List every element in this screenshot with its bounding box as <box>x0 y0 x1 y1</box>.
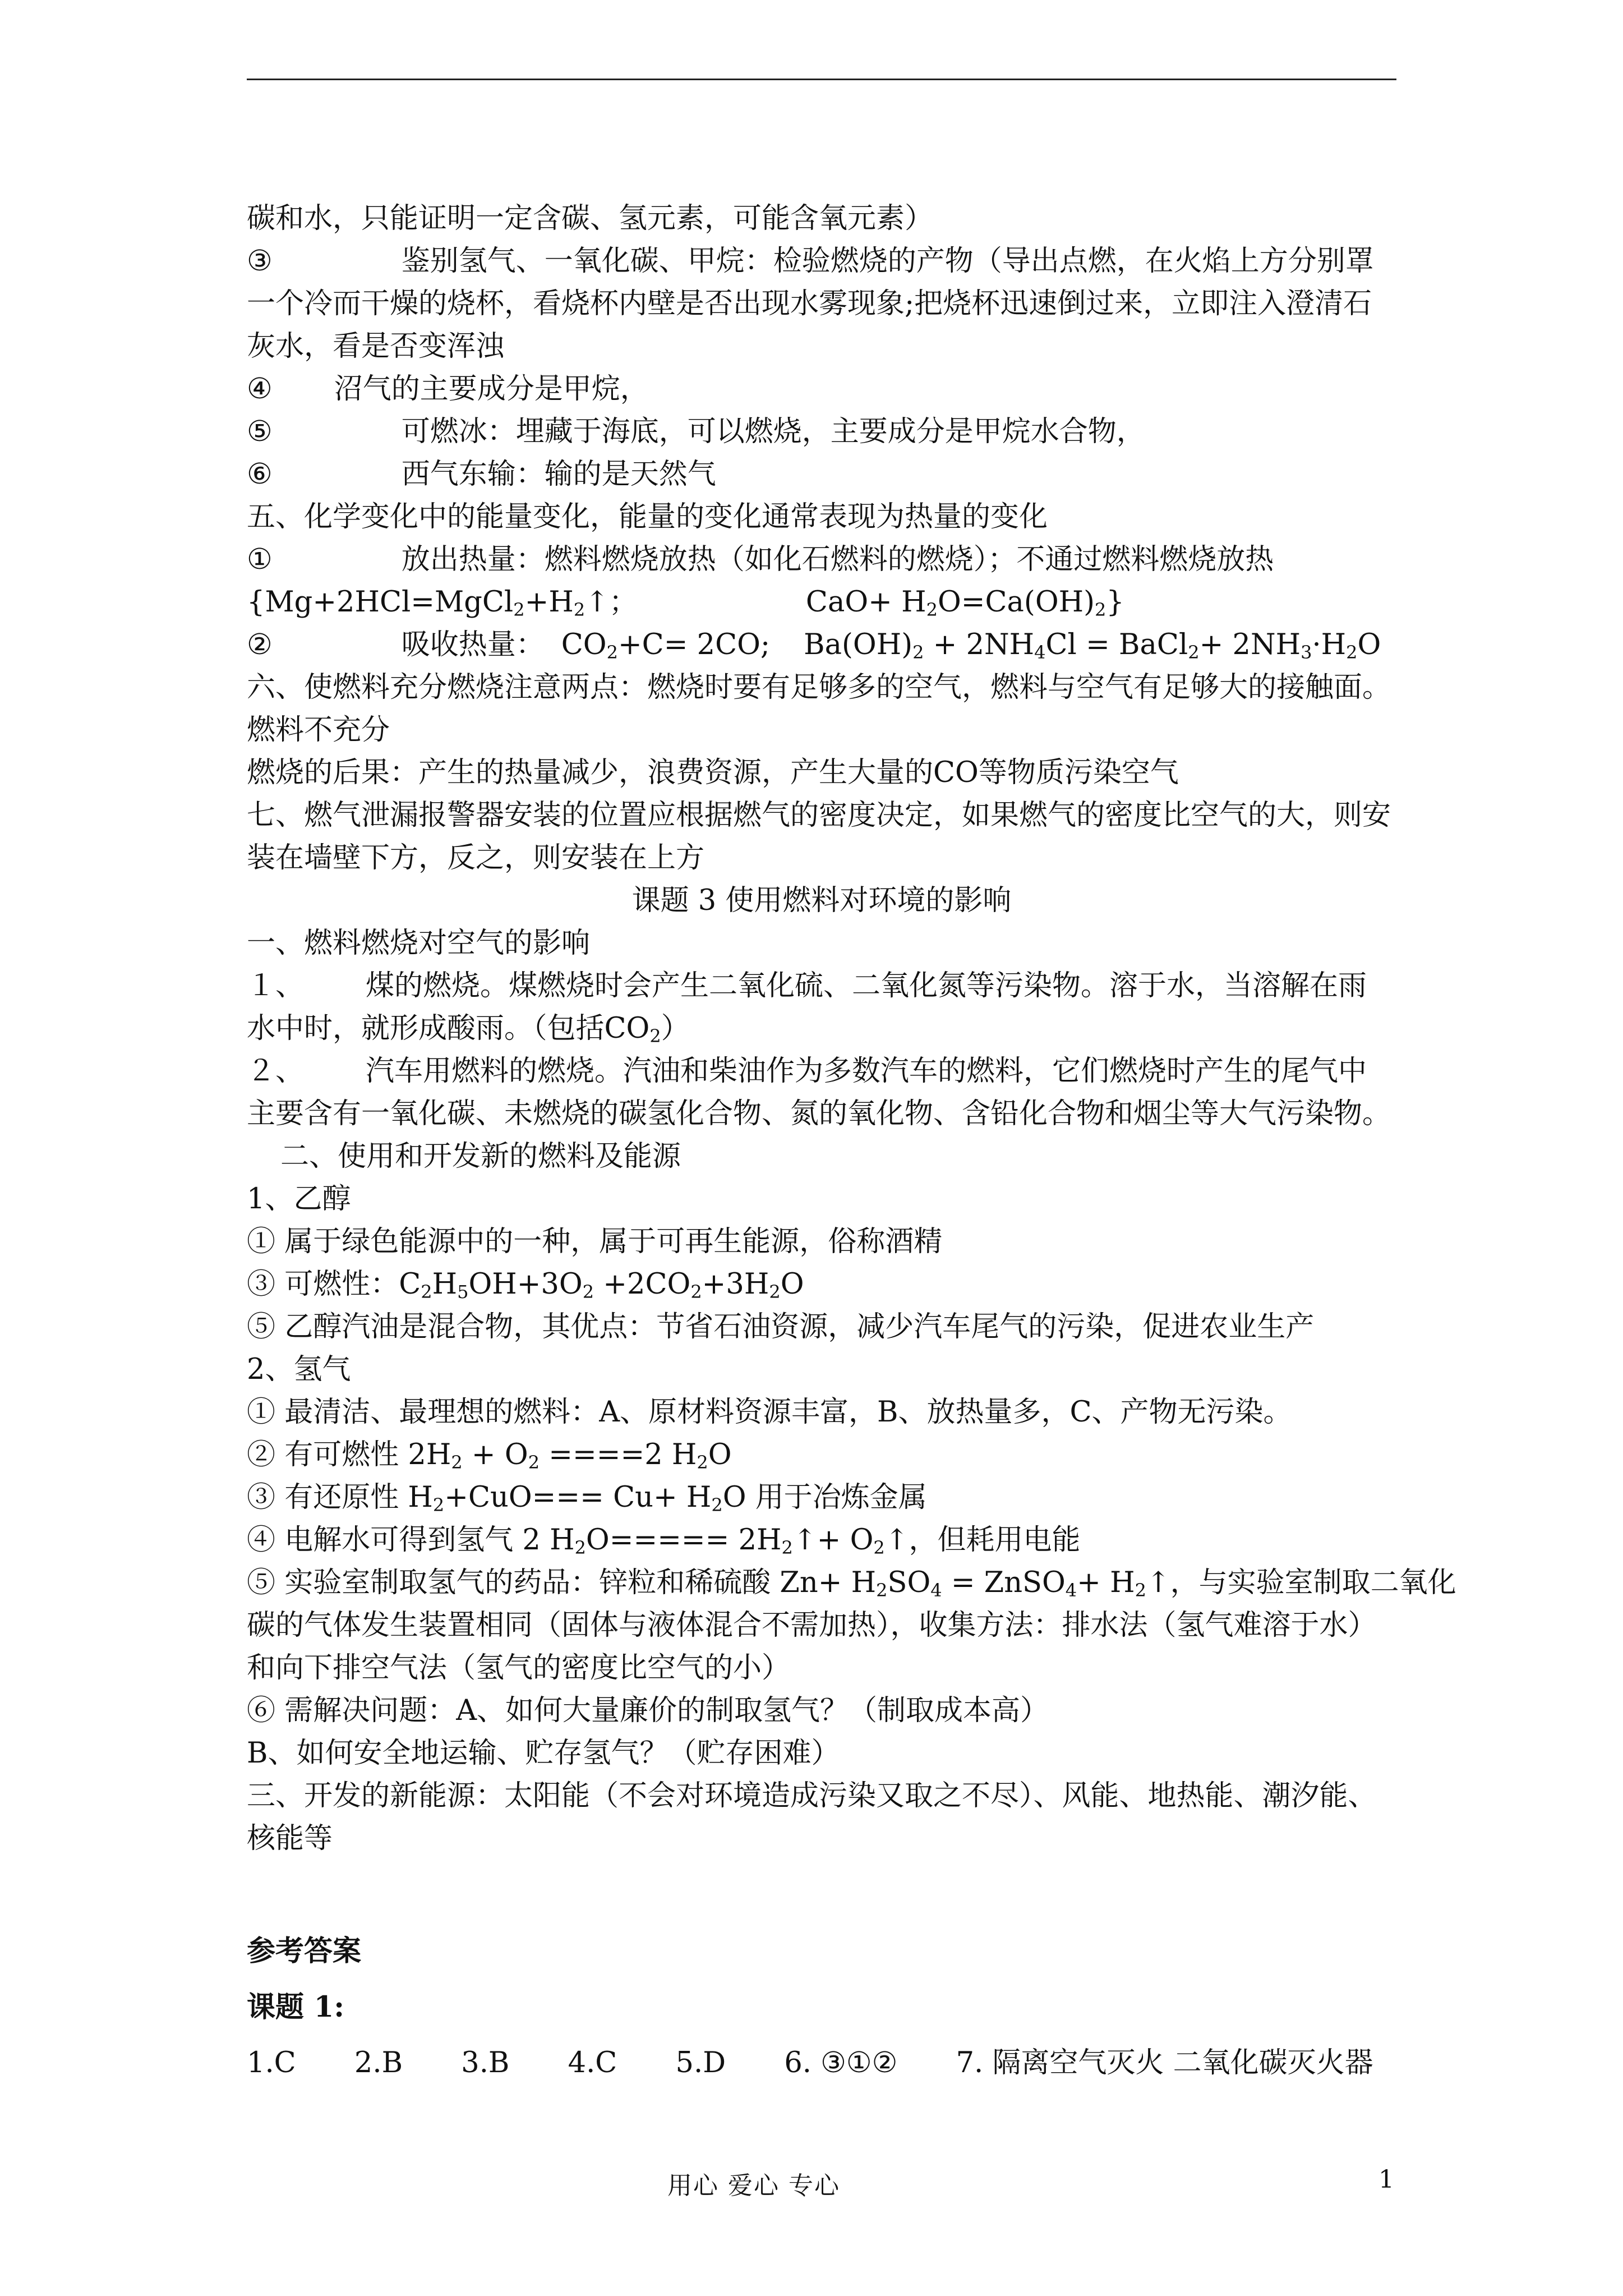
text-line: 核能等 <box>247 1822 333 1855</box>
text-line: 和向下排空气法（氢气的密度比空气的小） <box>247 1651 791 1685</box>
list-marker: ④ <box>247 372 273 406</box>
formula-line: ④ 电解水可得到氢气 2 $H_2O=====$ $2H_2↑+$ $O_2↑$，但耗用电能 <box>247 1524 1081 1558</box>
text-line: ⑤ 乙醇汽油是混合物，其优点：节省石油资源，减少汽车尾气的污染，促进农业生产 <box>247 1310 1315 1343</box>
answer-row <box>247 2042 1396 2085</box>
answer-item: 3.B <box>461 2046 510 2079</box>
section-heading: 七、燃气泄漏报警器安装的位置应根据燃气的密度决定，如果燃气的密度比空气的大，则安 <box>247 799 1391 832</box>
formula-line: ② 吸收热量： $CO_2+C= 2CO$; $Ba(OH)_2 + 2NH_4Cl$ = BaCl$_2$+ $2NH_3\cdot H_2O$ <box>247 628 1381 663</box>
text-line: ① 最清洁、最理想的燃料：A、原材料资源丰富，B、放热量多，C、产物无污染。 <box>247 1396 1292 1429</box>
list-marker: ２、 <box>247 1055 305 1088</box>
list-marker: ⑥ <box>247 458 273 491</box>
list-marker: ③ <box>247 245 273 278</box>
text-line: B、如何安全地运输、贮存氢气？（贮存困难） <box>247 1737 840 1770</box>
subsection-heading: 2、氢气 <box>247 1353 351 1386</box>
text-line: 水中时，就形成酸雨。（包括$CO_2$） <box>247 1012 690 1047</box>
text-line: 装在墙壁下方，反之，则安装在上方 <box>247 841 705 875</box>
text-line: ④ 沼气的主要成分是甲烷， <box>247 372 649 406</box>
header-rule <box>247 79 1396 80</box>
text-line: ① 属于绿色能源中的一种，属于可再生能源，俗称酒精 <box>247 1225 943 1258</box>
answer-item: 4.C <box>568 2046 617 2079</box>
text-line: ２、 汽车用燃料的燃烧。汽油和柴油作为多数汽车的燃料，它们燃烧时产生的尾气中 <box>247 1055 1367 1088</box>
text-line: ⑤ 可燃冰：埋藏于海底，可以燃烧，主要成分是甲烷水合物， <box>247 415 1145 448</box>
text-line: 碳的气体发生装置相同（固体与液体混合不需加热），收集方法：排水法（氢气难溶于水） <box>247 1609 1377 1642</box>
text-line: 燃烧的后果：产生的热量减少，浪费资源，产生大量的CO等物质污染空气 <box>247 756 1179 789</box>
section-heading: 一、燃料燃烧对空气的影响 <box>247 927 591 960</box>
list-marker: ① <box>247 543 273 576</box>
formula-line: ③ 有还原性 $H_2+CuO=== Cu+ H_2O$ 用于冶炼金属 <box>247 1481 927 1516</box>
text-line: １、 煤的燃烧。煤燃烧时会产生二氧化硫、二氧化氮等污染物。溶于水，当溶解在雨 <box>247 969 1367 1002</box>
answer-item: 7. 隔离空气灭火 二氧化碳灭火器 <box>956 2046 1373 2079</box>
list-marker: １、 <box>247 969 305 1002</box>
text-line: ③ 鉴别氢气、一氧化碳、甲烷：检验燃烧的产物（导出点燃，在火焰上方分别罩 <box>247 245 1374 278</box>
formula-line: ③ 可燃性：$C_2H_5OH+3O_2 +2CO_2+3H_2O$ <box>247 1268 804 1303</box>
text-line: ① 放出热量：燃料燃烧放热（如化石燃料的燃烧）；不通过燃料燃烧放热 <box>247 543 1274 576</box>
footer-motto: 用心 爱心 专心 <box>667 2171 840 2200</box>
text-line: 燃料不充分 <box>247 714 390 747</box>
page-number: 1 <box>1378 2165 1394 2194</box>
text-line: 碳和水，只能证明一定含碳、氢元素，可能含氧元素） <box>247 202 934 235</box>
section-heading: 二、使用和开发新的燃料及能源 <box>280 1140 681 1173</box>
subsection-heading: 1、乙醇 <box>247 1182 351 1216</box>
section-heading: 三、开发的新能源：太阳能（不会对环境造成污染又取之不尽）、风能、地热能、潮汐能、 <box>247 1779 1377 1812</box>
lesson-title: 课题 3 使用燃料对环境的影响 <box>631 884 1012 917</box>
answer-item: 6. ③①② <box>784 2046 898 2079</box>
text-line: 灰水，看是否变浑浊 <box>247 330 505 363</box>
formula-line: ⑤ 实验室制取氢气的药品：锌粒和稀硫酸 $Zn+ H_2SO_4$ = ZnSO$_4$+ $H_2↑$，与实验室制取二氧化 <box>247 1566 1456 1601</box>
answer-item: 1.C <box>247 2046 296 2079</box>
text-line: 主要含有一氧化碳、未燃烧的碳氢化合物、氮的氧化物、含铅化合物和烟尘等大气污染物。 <box>247 1097 1391 1130</box>
section-heading: 六、使燃料充分燃烧注意两点：燃烧时要有足够多的空气，燃料与空气有足够大的接触面。 <box>247 671 1391 704</box>
document-body <box>247 197 1456 1860</box>
text-line: ⑥ 西气东输：输的是天然气 <box>247 458 716 491</box>
formula-line: ② 有可燃性 $2H_2 + O_2 ====2$ $H_2O$ <box>247 1438 732 1473</box>
section-heading: 五、化学变化中的能量变化，能量的变化通常表现为热量的变化 <box>247 500 1048 533</box>
answer-subheading: 课题 1: <box>247 1990 345 2024</box>
list-marker: ⑤ <box>247 415 273 448</box>
text-line: 一个冷而干燥的烧杯，看烧杯内壁是否出现水雾现象;把烧杯迅速倒过来，立即注入澄清石 <box>247 287 1372 320</box>
answer-item: 5.D <box>675 2046 726 2079</box>
answer-key <box>247 1930 1396 2085</box>
answer-heading: 参考答案 <box>247 1934 362 1968</box>
text-line: ⑥ 需解决问题：A、如何大量廉价的制取氢气？（制取成本高） <box>247 1694 1049 1727</box>
page-footer <box>0 2165 1623 2205</box>
answer-item: 2.B <box>354 2046 403 2079</box>
formula-line: {$Mg+2HCl=MgCl_2+H_2↑$； $CaO+ H_2O=Ca(OH)_2$} <box>247 586 1124 620</box>
list-marker: ② <box>247 628 273 661</box>
